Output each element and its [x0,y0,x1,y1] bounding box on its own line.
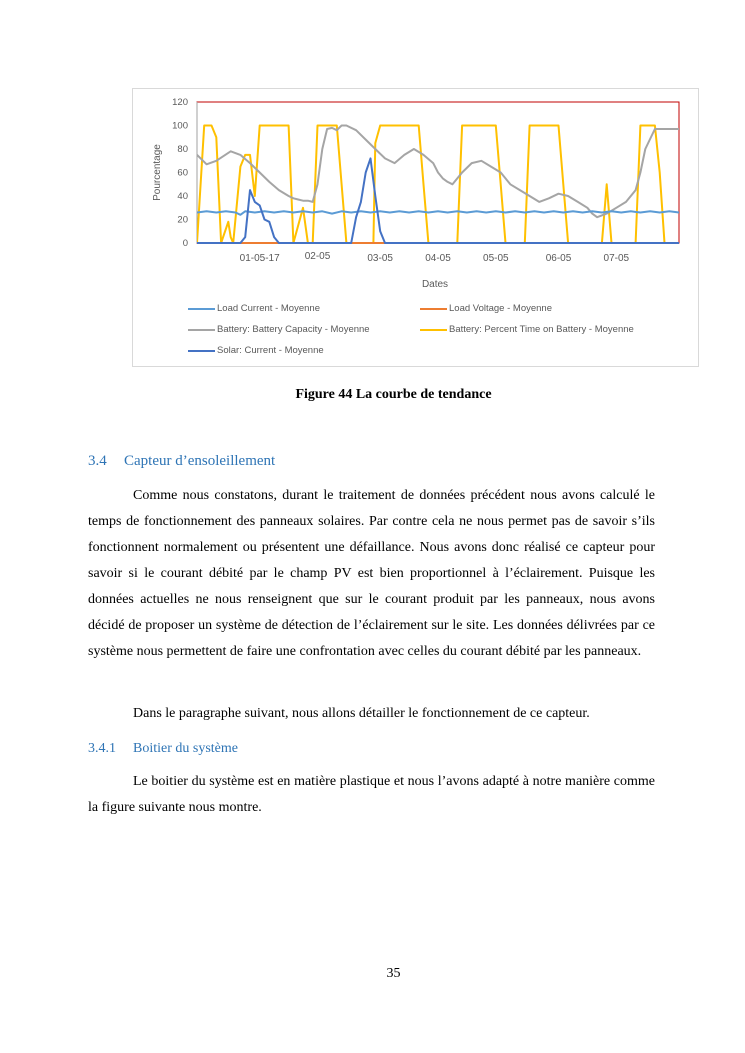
section-number: 3.4 [88,453,107,469]
paragraph: Le boitier du système est en matière plastique et nous l’avons adapté à notre manière comme la figure suivante nous montre. [88,774,655,815]
subsection-heading [88,741,238,757]
section-heading [88,453,275,470]
legend-item-load-current [188,303,320,314]
series-line-battery-battery-capacity-moyenne [197,126,679,218]
legend-swatch [188,329,215,331]
section-title: Capteur d’ensoleillement [124,453,276,469]
paragraph: Dans le paragraphe suivant, nous allons détailler le fonctionnement de ce capteur. [133,706,590,721]
x-tick-label: 06-05 [545,253,572,264]
legend-label: Solar: Current - Moyenne [217,345,324,356]
x-axis-label: Dates [421,279,449,290]
subsection-number: 3.4.1 [88,741,116,756]
legend-label: Load Current - Moyenne [217,303,320,314]
paragraph: Comme nous constatons, durant le traitement de données précédent nous avons calculé le temps de fonctionnement des panneaux solaires. Par contre cela ne nous permet pas de savoir s’ils fonctionnent normalement ou présentent une défaillance. Nous avons donc réalisé ce capteur pour savoir si le courant débité par le champ PV est bien proportionnel à l’éclairement. Puisque les données actuelles ne nous renseignent que sur le courant produit par les panneaux, nous avons décidé de proposer un système de détection de l’éclairement sur le site. Les données délivrées par ce système nous permettent de faire une confrontation avec celles du courant débité par les panneaux. [88,488,655,659]
y-tick-label: 0 [182,238,188,249]
x-tick-label: 02-05 [304,251,331,262]
legend-item-battery-capacity [188,324,370,335]
legend-swatch [420,329,447,331]
legend-swatch [188,308,215,310]
figure-caption: Figure 44 La courbe de tendance [295,387,492,402]
x-tick-label: 07-05 [603,253,630,264]
legend-swatch [188,350,215,352]
series-line-battery-percent-time-on-battery-moyenne [197,126,679,244]
x-tick-label: 03-05 [367,253,393,264]
legend-item-solar-current [188,345,324,356]
legend-swatch [420,308,447,310]
subsection-title: Boitier du système [133,741,238,756]
page-number: 35 [386,966,401,981]
legend-item-percent-time [420,324,634,335]
x-tick-label: 05-05 [483,253,509,264]
y-tick-label: 100 [172,120,188,132]
legend-label: Load Voltage - Moyenne [449,303,552,314]
y-tick-label: 40 [177,191,188,202]
x-tick-label: 04-05 [425,253,451,264]
legend-item-load-voltage [420,303,552,314]
legend-label: Battery: Battery Capacity - Moyenne [217,324,370,335]
y-tick-label: 20 [177,214,188,226]
y-tick-label: 120 [172,97,188,108]
legend-label: Battery: Percent Time on Battery - Moyenne [449,324,634,335]
trend-chart [132,88,699,367]
y-tick-label: 80 [177,144,188,155]
x-tick-label: 01-05-17 [239,253,280,264]
y-axis-label: Pourcentage [152,144,163,201]
y-tick-label: 60 [177,167,188,179]
